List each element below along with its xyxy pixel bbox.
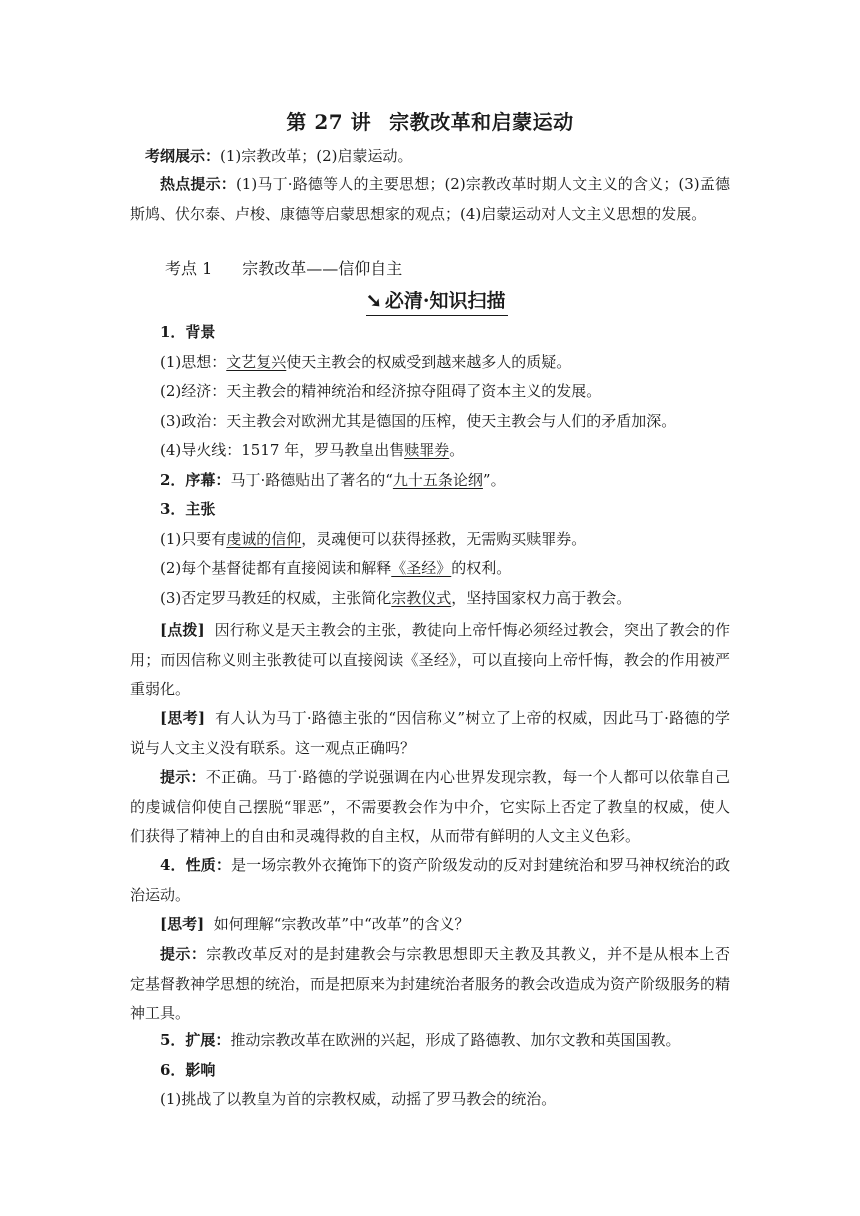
dianbo-label: [点拨] — [160, 621, 205, 639]
s3-heading: 3．主张 — [160, 500, 216, 518]
s3-p1-post: ，灵魂便可以获得拯救，无需购买赎罪券。 — [301, 530, 587, 548]
s1-fuse-pre: (4)导火线：1517 年，罗马教皇出售 — [160, 441, 405, 459]
outline-label: 考纲展示： — [145, 147, 221, 165]
s3-p3-pre: (3)否定罗马教廷的权威，主张简化 — [160, 589, 392, 607]
s2-heading: 2．序幕： — [160, 471, 231, 489]
hotspot-label: 热点提示： — [160, 175, 236, 193]
s3-p1-pre: (1)只要有 — [160, 530, 227, 548]
tishi1-text: 不正确。马丁·路德的学说强调在内心世界发现宗教，每一个人都可以依靠自己的虔诚信仰使自己摆脱“罪恶”，不需要教会作为中介，它实际上否定了教皇的权威，使人们获得了精神上的自由和灵魂得救的自主权，从而带有鲜明的人文主义色彩。 — [130, 768, 730, 845]
s3-point-3 — [160, 586, 770, 610]
kaodian-title: 宗教改革——信仰自主 — [242, 259, 403, 278]
tishi2-text: 宗教改革反对的是封建教会与宗教思想即天主教及其教义，并不是从根本上否定基督教神学思想的统治，而是把原来为封建统治者服务的教会改造成为资产阶级服务的精神工具。 — [130, 945, 731, 1022]
s3-point-1 — [160, 527, 770, 551]
s3-p2-pre: (2)每个基督徒都有直接阅读和解释 — [160, 559, 392, 577]
s1-heading: 1．背景 — [160, 323, 216, 341]
s1-fuse-key: 赎罪券 — [404, 441, 450, 459]
s1-fuse — [160, 438, 770, 462]
outline-text: (1)宗教改革；(2)启蒙运动。 — [220, 147, 413, 165]
page-title — [0, 106, 860, 135]
s2-pre: 马丁·路德贴出了著名的“ — [230, 471, 393, 489]
arrow-icon: ➘ — [366, 290, 382, 312]
banner-text: 必清·知识扫描 — [384, 290, 506, 312]
tishi2-label: 提示： — [160, 945, 207, 963]
kaodian-heading — [165, 257, 402, 281]
sikao2-label: [思考] — [160, 915, 205, 933]
s5-line — [160, 1028, 770, 1052]
tishi1-label: 提示： — [160, 768, 206, 786]
sikao1-text: 有人认为马丁·路德主张的“因信称义”树立了上帝的权威，因此马丁·路德的学说与人文主义没有联系。这一观点正确吗？ — [130, 709, 730, 757]
s3-p3-post: ，坚持国家权力高于教会。 — [451, 589, 632, 607]
dianbo-paragraph — [130, 616, 730, 705]
s4-text: 是一场宗教外衣掩饰下的资产阶级发动的反对封建统治和罗马神权统治的政治运动。 — [130, 856, 730, 904]
dianbo-text: 因行称义是天主教会的主张，教徒向上帝忏悔必须经过教会，突出了教会的作用；而因信称义则主张教徒可以直接阅读《圣经》，可以直接向上帝忏悔，教会的作用被严重弱化。 — [130, 621, 730, 698]
s2-line — [160, 468, 770, 492]
s3-p2-key: 《圣经》 — [391, 559, 452, 577]
sikao1-label: [思考] — [160, 709, 206, 727]
s3-p1-key: 虔诚的信仰 — [226, 530, 302, 548]
tishi1-paragraph — [130, 763, 730, 852]
s4-heading: 4．性质： — [160, 856, 232, 874]
tishi2-paragraph — [130, 940, 730, 1029]
s1-politics: (3)政治：天主教会对欧洲尤其是德国的压榨，使天主教会与人们的矛盾加深。 — [160, 412, 677, 430]
s1-thought — [160, 350, 770, 374]
s1-fuse-post: 。 — [449, 441, 465, 459]
sikao1-paragraph — [130, 704, 730, 763]
s1-thought-pre: (1)思想： — [160, 353, 227, 371]
s6-point-1: (1)挑战了以教皇为首的宗教权威，动摇了罗马教会的统治。 — [160, 1090, 557, 1108]
lecture-number: 第 27 讲 — [286, 110, 372, 134]
s4-paragraph — [130, 851, 730, 910]
kaodian-label: 考点 1 — [165, 259, 213, 278]
s3-p3-key: 宗教仪式 — [391, 589, 452, 607]
s1-thought-key: 文艺复兴 — [226, 353, 287, 371]
hotspot-text: (1)马丁·路德等人的主要思想；(2)宗教改革时期人文主义的含义；(3)孟德斯鸠、伏尔泰、卢梭、康德等启蒙思想家的观点；(4)启蒙运动对人文主义思想的发展。 — [130, 175, 730, 223]
s6-heading: 6．影响 — [160, 1061, 216, 1079]
s5-text: 推动宗教改革在欧洲的兴起，形成了路德教、加尔文教和英国国教。 — [230, 1031, 681, 1049]
s1-economy: (2)经济：天主教会的精神统治和经济掠夺阻碍了资本主义的发展。 — [160, 382, 602, 400]
s1-thought-post: 使天主教会的权威受到越来越多人的质疑。 — [286, 353, 572, 371]
s5-heading: 5．扩展： — [160, 1031, 231, 1049]
s2-post: ”。 — [482, 471, 506, 489]
outline-line — [145, 144, 755, 168]
lecture-name: 宗教改革和启蒙运动 — [389, 110, 574, 134]
s3-point-2 — [160, 556, 770, 580]
s2-key: 九十五条论纲 — [392, 471, 483, 489]
sikao2-text: 如何理解“宗教改革”中“改革”的含义？ — [213, 915, 470, 933]
hotspot-paragraph — [130, 170, 730, 229]
section-banner — [366, 289, 508, 316]
sikao2-paragraph — [130, 910, 730, 940]
s3-p2-post: 的权利。 — [451, 559, 512, 577]
